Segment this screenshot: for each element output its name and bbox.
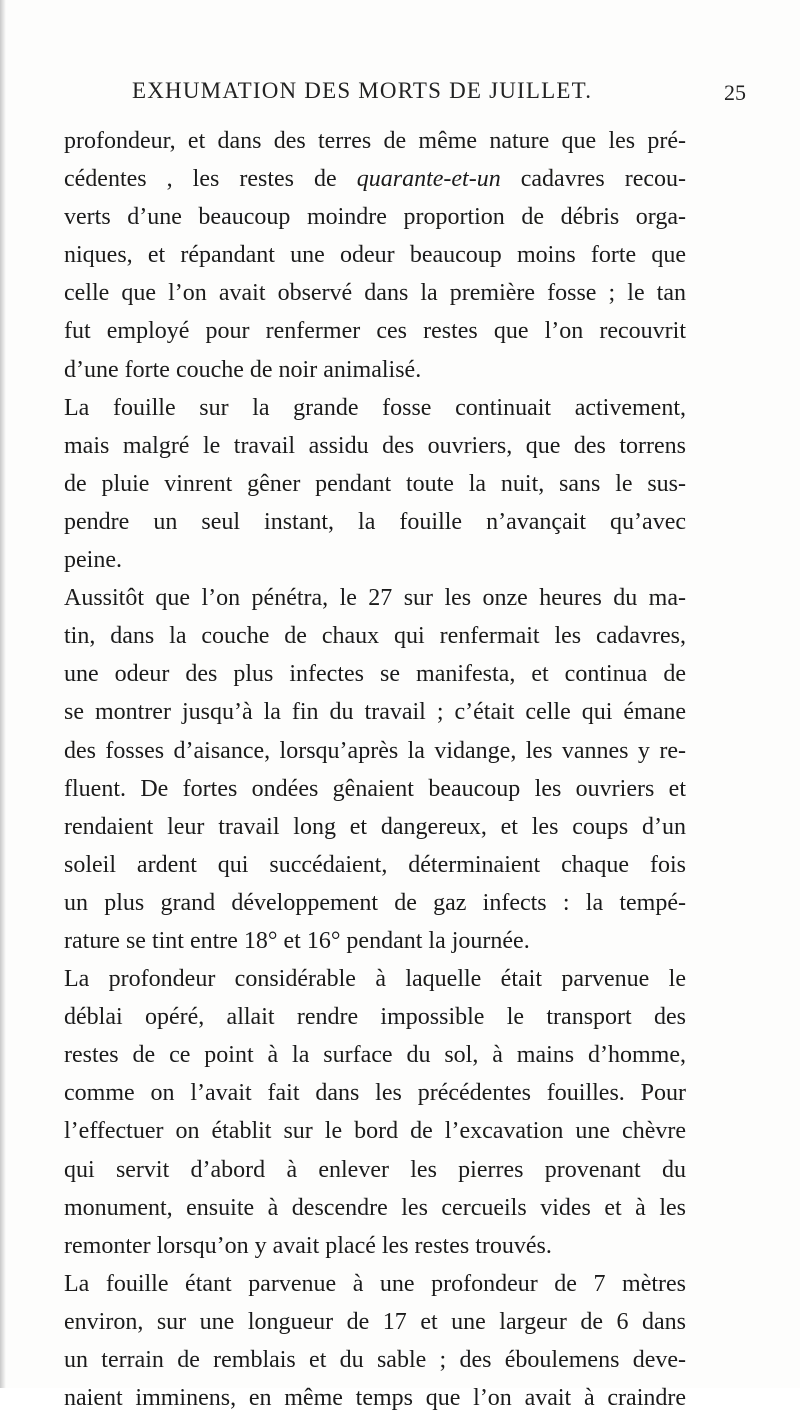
- text-line: comme on l’avait fait dans les précédentes fouilles. Pour: [64, 1080, 686, 1107]
- text-line: environ, sur une longueur de 17 et une largeur de 6 dans: [64, 1308, 686, 1335]
- text-line: soleil ardent qui succédaient, déterminaient chaque fois: [64, 851, 686, 878]
- italic-phrase: quarante-et-un: [356, 166, 501, 193]
- text-line: un plus grand développement de gaz infects : la tempé-: [64, 889, 686, 916]
- text-line: fut employé pour renfermer ces restes que l’on recouvrit: [64, 318, 686, 345]
- text-line: une odeur des plus infectes se manifesta, et continua de: [64, 661, 686, 688]
- text-line: qui servit d’abord à enlever les pierres provenant du: [64, 1156, 686, 1183]
- text-line: rature se tint entre 18° et 16° pendant la journée.: [64, 927, 530, 954]
- running-title: EXHUMATION DES MORTS DE JUILLET.: [132, 78, 593, 103]
- text-line: un terrain de remblais et du sable ; des éboulemens deve-: [64, 1347, 686, 1373]
- text-line: niques, et répandant une odeur beaucoup moins forte que: [64, 242, 686, 269]
- text-line: de pluie vinrent gêner pendant toute la nuit, sans le sus-: [64, 470, 686, 497]
- text-line: déblai opéré, allait rendre impossible le transport des: [64, 1004, 686, 1031]
- text-line: se montrer jusqu’à la fin du travail ; c’était celle qui émane: [64, 699, 686, 726]
- text-line: tin, dans la couche de chaux qui renfermait les cadavres,: [64, 623, 686, 650]
- text-line: restes de ce point à la surface du sol, à mains d’homme,: [64, 1042, 686, 1069]
- text-line: monument, ensuite à descendre les cercueils vides et à les: [64, 1194, 686, 1221]
- page-edge-shadow: [0, 0, 6, 1388]
- body-text: [64, 122, 686, 1417]
- text-line: fluent. De fortes ondées gênaient beaucoup les ouvriers et: [64, 775, 686, 802]
- text-line: des fosses d’aisance, lorsqu’après la vidange, les vannes y re-: [64, 737, 686, 764]
- text-line: l’effectuer on établit sur le bord de l’excavation une chèvre: [64, 1118, 686, 1145]
- text-line: La profondeur considérable à laquelle était parvenue le: [64, 966, 686, 993]
- text-line: pendre un seul instant, la fouille n’avançait qu’avec: [64, 508, 686, 535]
- text-line: mais malgré le travail assidu des ouvriers, que des torrens: [64, 432, 686, 459]
- text-line: celle que l’on avait observé dans la première fosse ; le tan: [64, 280, 686, 307]
- text-line: naient imminens, en même temps que l’on avait à craindre: [64, 1385, 686, 1412]
- text-line: Aussitôt que l’on pénétra, le 27 sur les onze heures du ma-: [64, 585, 686, 612]
- running-head: [60, 78, 746, 112]
- page-number: 25: [724, 80, 746, 105]
- text-line: remonter lorsqu’on y avait placé les restes trouvés.: [64, 1232, 552, 1259]
- text-line: peine.: [64, 547, 122, 574]
- text-line: rendaient leur travail long et dangereux, et les coups d’un: [64, 813, 686, 840]
- text-line: d’une forte couche de noir animalisé.: [64, 356, 422, 383]
- text-line: cédentes , les restes de quarante-et-un cadavres recou-: [64, 166, 686, 193]
- text-line: La fouille sur la grande fosse continuait activement,: [64, 394, 686, 421]
- text-line: verts d’une beaucoup moindre proportion de débris orga-: [64, 204, 686, 231]
- text-line: La fouille étant parvenue à une profondeur de 7 mètres: [64, 1270, 686, 1297]
- text-line: profondeur, et dans des terres de même nature que les pré-: [64, 128, 686, 154]
